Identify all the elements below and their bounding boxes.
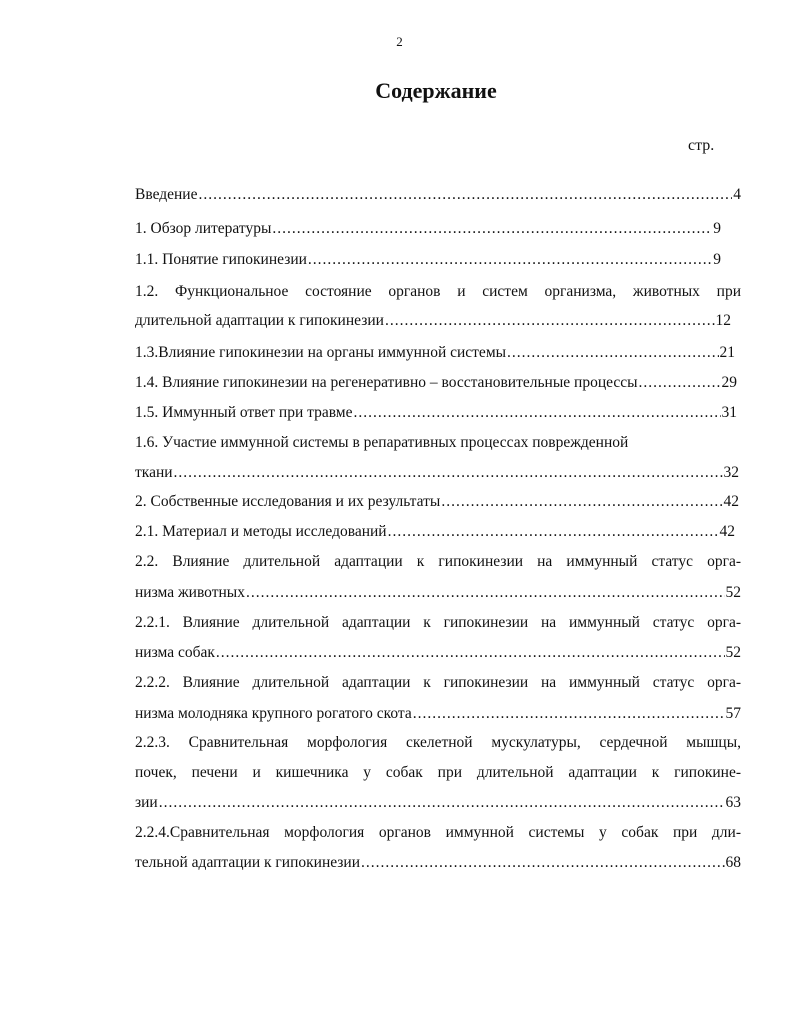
toc-entry-page: 12 xyxy=(715,312,731,329)
leader-dots xyxy=(385,309,715,333)
toc-entry-1-2-line1: 1.2. Функциональное состояние органов и систем организма, животных при xyxy=(135,283,741,300)
leader-dots xyxy=(441,490,722,514)
leader-dots xyxy=(216,641,725,665)
toc-entry-2 xyxy=(135,490,739,514)
leader-dots xyxy=(413,702,725,726)
toc-entry-2-2-3-line1: 2.2.3. Сравнительная морфология скелетной мускулатуры, сердечной мышцы, xyxy=(135,734,741,751)
toc-entry-1 xyxy=(135,217,721,241)
toc-entry-text: 1.4. Влияние гипокинезии на регенеративно – восстановительные процессы xyxy=(135,374,638,391)
toc-entry-page: 63 xyxy=(725,794,741,811)
toc-entry-1-3 xyxy=(135,341,735,365)
toc-entry-text: тельной адаптации к гипокинезии xyxy=(135,854,361,871)
toc-entry-page: 42 xyxy=(719,523,735,540)
toc-entry-text: низма животных xyxy=(135,584,245,601)
toc-entry-2-2-2-line1: 2.2.2. Влияние длительной адаптации к гипокинезии на иммунный статус орга- xyxy=(135,674,741,691)
toc-entry-text: 1. Обзор литературы xyxy=(135,220,272,237)
toc-entry-1-6-line1: 1.6. Участие иммунной системы в репаративных процессах поврежденной xyxy=(135,434,629,451)
leader-dots xyxy=(159,791,725,815)
toc-entry-text: Введение xyxy=(135,186,198,203)
leader-dots xyxy=(353,401,720,425)
toc-entry-2-2-3 xyxy=(135,791,741,815)
toc-entry-1-5 xyxy=(135,401,737,425)
toc-entry-2-1 xyxy=(135,520,735,544)
leader-dots xyxy=(639,371,721,395)
toc-entry-2-2-4-line1: 2.2.4.Сравнительная морфология органов иммунной системы у собак при дли- xyxy=(135,824,741,841)
leader-dots xyxy=(388,520,719,544)
page-title: Содержание xyxy=(375,78,497,103)
leader-dots xyxy=(361,851,724,875)
toc-entry-page: 57 xyxy=(725,705,741,722)
toc-entry-text: ткани xyxy=(135,464,173,481)
toc-entry-2-2 xyxy=(135,581,741,605)
toc-entry-text: 1.3.Влияние гипокинезии на органы иммунной системы xyxy=(135,344,507,361)
toc-entry-page: 52 xyxy=(725,584,741,601)
leader-dots xyxy=(198,183,732,207)
toc-entry-text: зии xyxy=(135,794,158,811)
toc-entry-page: 9 xyxy=(713,251,721,268)
toc-entry-introduction xyxy=(135,183,741,207)
toc-entry-page: 32 xyxy=(723,464,739,481)
toc-entry-text: длительной адаптации к гипокинезии xyxy=(135,312,384,329)
leader-dots xyxy=(246,581,725,605)
toc-entry-page: 9 xyxy=(713,220,721,237)
toc-entry-page: 42 xyxy=(723,493,739,510)
toc-entry-2-2-3-line2: почек, печени и кишечника у собак при длительной адаптации к гипокине- xyxy=(135,764,741,781)
leader-dots xyxy=(507,341,718,365)
toc-entry-text: 2.1. Материал и методы исследований xyxy=(135,523,387,540)
toc-entry-1-4 xyxy=(135,371,737,395)
toc-entry-2-2-1-line1: 2.2.1. Влияние длительной адаптации к гипокинезии на иммунный статус орга- xyxy=(135,614,741,631)
toc-entry-2-2-line1: 2.2. Влияние длительной адаптации к гипокинезии на иммунный статус орга- xyxy=(135,553,741,570)
toc-entry-text: низма молодняка крупного рогатого скота xyxy=(135,705,412,722)
toc-entry-2-2-2 xyxy=(135,702,741,726)
toc-entry-page: 4 xyxy=(733,186,741,203)
leader-dots xyxy=(272,217,712,241)
toc-entry-page: 29 xyxy=(721,374,737,391)
toc-entry-1-1 xyxy=(135,248,721,272)
page-number: 2 xyxy=(396,34,403,49)
toc-entry-1-6 xyxy=(135,461,739,485)
toc-entry-2-2-4 xyxy=(135,851,741,875)
toc-entry-page: 68 xyxy=(725,854,741,871)
toc-entry-page: 21 xyxy=(719,344,735,361)
toc-entry-text: 2. Собственные исследования и их результаты xyxy=(135,493,441,510)
toc-entry-text: низма собак xyxy=(135,644,215,661)
toc-entry-2-2-1 xyxy=(135,641,741,665)
toc-entry-text: 1.1. Понятие гипокинезии xyxy=(135,251,307,268)
toc-entry-1-2 xyxy=(135,309,731,333)
toc-entry-text: 1.5. Иммунный ответ при травме xyxy=(135,404,353,421)
toc-entry-page: 52 xyxy=(725,644,741,661)
leader-dots xyxy=(174,461,723,485)
page-column-label: стр. xyxy=(688,137,715,154)
leader-dots xyxy=(308,248,712,272)
toc-entry-page: 31 xyxy=(721,404,737,421)
